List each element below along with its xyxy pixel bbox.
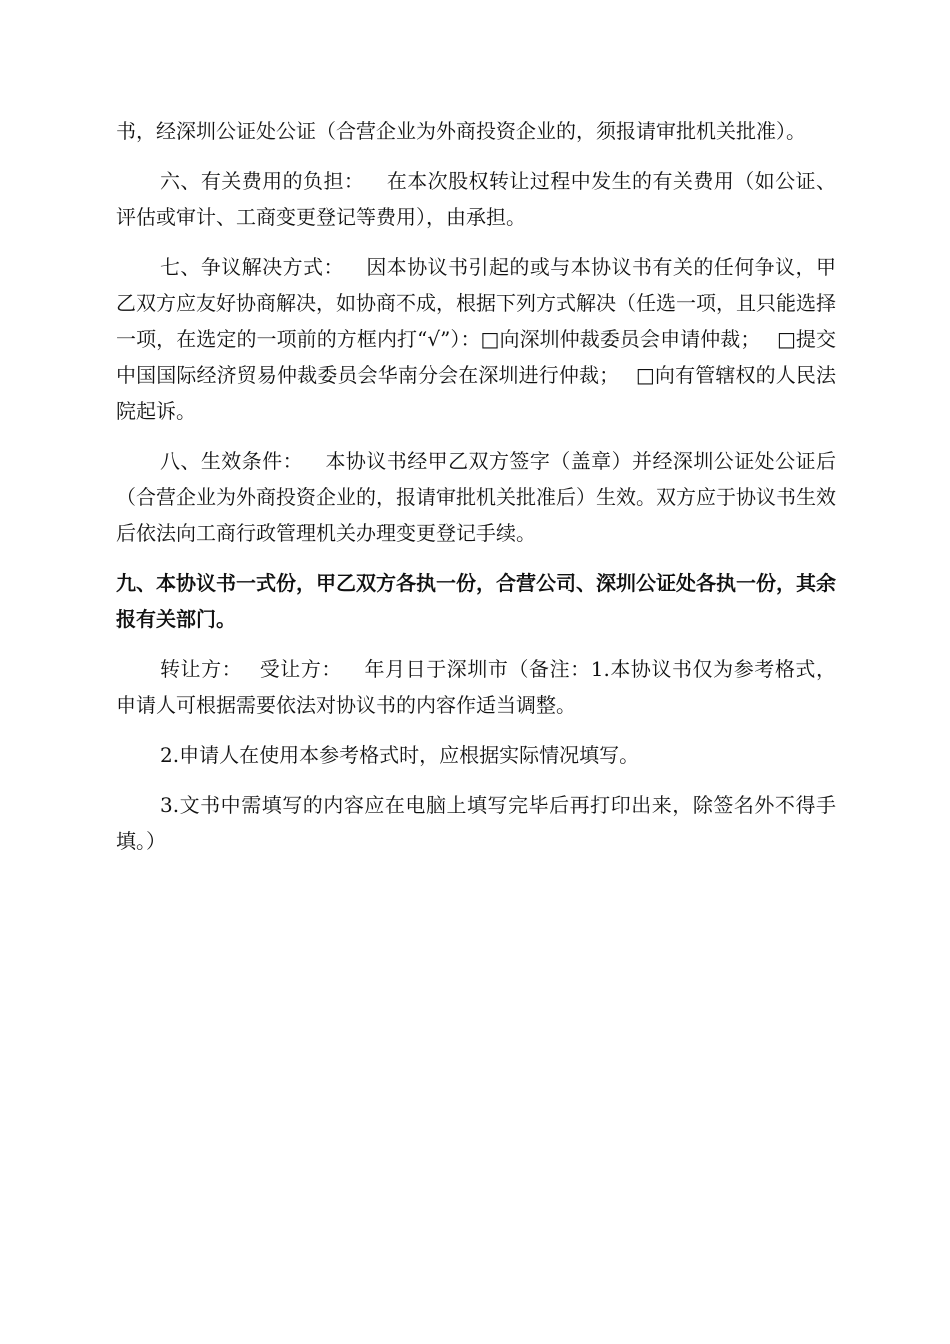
paragraph-effective (116, 443, 836, 551)
paragraph-text: 在本次股权转让过程中发生的有关费用（如公证、评估或审计、工商变更登记等费用），由承担。 (116, 169, 836, 229)
paragraph-text: 2.申请人在使用本参考格式时，应根据实际情况填写。 (160, 743, 640, 767)
paragraph-signatures (116, 651, 836, 723)
paragraph-text: 书，经深圳公证处公证（合营企业为外商投资企业的，须报请审批机关批准）。 (116, 119, 806, 143)
paragraph-note-2 (116, 737, 836, 773)
paragraph-text: 年月日于深圳市（备注：1.本协议书仅为参考格式，申请人可根据需要依法对协议书的内容作适当调整。 (116, 657, 836, 717)
paragraph-text: 因本协议书引起的或与本协议书有关的任何争议，甲乙双方应友好协商解决，如协商不成，根据下列方式解决（任选一项，且只能选择一项，在选定的一项前的方框内打“√”）：□向深圳仲裁委员会申请仲裁； □提交中国国际经济贸易仲裁委员会华南分会在深圳进行仲裁； □向有管辖权的人民法院起诉。 (116, 255, 836, 423)
signature-labels: 转让方： 受让方： (160, 657, 342, 681)
paragraph-notarization (116, 113, 836, 149)
paragraph-text: 3.文书中需填写的内容应在电脑上填写完毕后再打印出来，除签名外不得手填。） (116, 793, 836, 853)
clause-heading: 七、争议解决方式： (160, 255, 344, 279)
paragraph-text: 九、本协议书一式份，甲乙双方各执一份，合营公司、深圳公证处各执一份，其余报有关部门。 (116, 571, 836, 631)
paragraph-dispute (116, 249, 836, 429)
document-page (116, 113, 836, 873)
clause-heading: 六、有关费用的负担： (160, 169, 365, 193)
paragraph-note-3 (116, 787, 836, 859)
paragraph-fees (116, 163, 836, 235)
paragraph-text: 本协议书经甲乙双方签字（盖章）并经深圳公证处公证后（合营企业为外商投资企业的，报请审批机关批准后）生效。双方应于协议书生效后依法向工商行政管理机关办理变更登记手续。 (116, 449, 836, 545)
clause-heading: 八、生效条件： (160, 449, 304, 473)
paragraph-copies (116, 565, 836, 637)
